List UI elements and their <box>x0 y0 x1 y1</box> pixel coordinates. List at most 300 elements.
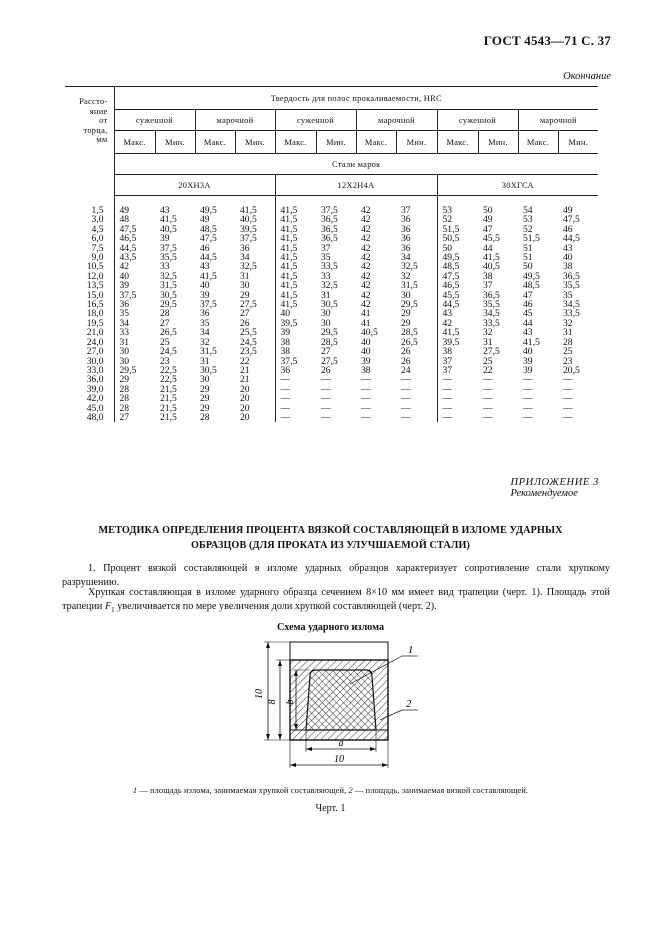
hardness-cell: — <box>563 402 573 414</box>
table-row <box>65 262 598 271</box>
hardness-cell: 37 <box>396 196 437 216</box>
hardness-cell: 26 <box>235 319 275 328</box>
hardness-cell: 43 <box>563 242 573 254</box>
hardness-cell: 28 <box>119 393 130 405</box>
hardness-cell: 42 <box>119 261 130 273</box>
hardness-cell: 35,5 <box>563 280 580 292</box>
hardness-cell: 40,5 <box>361 327 378 339</box>
subheader: Макс. <box>195 131 235 154</box>
hardness-cell: 34,5 <box>563 299 580 311</box>
subheader: Мин. <box>396 131 437 154</box>
hardness-cell: 49 <box>483 214 493 226</box>
hardness-cell: 38 <box>563 261 573 273</box>
hardness-cell: — <box>280 374 291 386</box>
hardness-cell: 40 <box>119 270 130 282</box>
distance-cell: 27,0 <box>65 347 114 356</box>
specimen-notch <box>290 642 388 660</box>
hardness-cell: 40 <box>563 252 573 264</box>
hardness-cell: 33,5 <box>321 261 338 273</box>
hardness-cell: 41,5 <box>280 223 298 235</box>
hardness-cell: 24 <box>396 366 437 375</box>
hardness-cell: 36,5 <box>563 270 580 282</box>
hardness-cell: — <box>280 411 291 423</box>
hardness-cell: 28 <box>119 383 130 395</box>
hardness-cell: 48 <box>119 214 130 226</box>
distance-cell: 1,5 <box>65 196 114 216</box>
hardness-cell: 22,5 <box>160 364 177 376</box>
hardness-cell: 42 <box>361 242 371 254</box>
distance-cell: 4,5 <box>65 225 114 234</box>
hardness-cell: 31 <box>321 289 331 301</box>
hardness-cell: 35,5 <box>483 299 500 311</box>
hardness-cell: 30 <box>396 291 437 300</box>
hardness-cell: 40 <box>361 346 371 358</box>
table-row <box>65 413 598 422</box>
callout-2: 2 <box>406 699 412 710</box>
hardness-cell: — <box>361 402 371 414</box>
hardness-cell: 27,5 <box>483 346 500 358</box>
hardness-cell: 42 <box>442 317 453 329</box>
distance-cell: 48,0 <box>65 413 114 422</box>
subheader: Макс. <box>518 131 558 154</box>
hardness-cell: 40 <box>523 346 533 358</box>
hardness-cell: 43 <box>523 327 533 339</box>
dim-label-a: a <box>338 738 344 749</box>
hardness-cell: 29,5 <box>321 327 338 339</box>
dim-label-8: 8 <box>267 699 278 705</box>
hardness-cell: — <box>396 404 437 413</box>
subheader: Макс. <box>437 131 478 154</box>
hardness-cell: 41,5 <box>483 252 500 264</box>
hardness-cell: 36 <box>119 299 130 311</box>
hardness-cell: 39 <box>361 355 371 367</box>
hardness-cell: 29 <box>200 402 210 414</box>
hardness-cell: 25 <box>563 346 573 358</box>
page-header: ГОСТ 4543—71 С. 37 <box>483 33 611 48</box>
table-row <box>65 300 598 309</box>
hardness-cell: 30 <box>119 346 130 358</box>
hardness-cell: 37,5 <box>235 234 275 243</box>
hardness-cell: 34 <box>200 327 210 339</box>
table-row <box>65 234 598 243</box>
band-header: марочной <box>518 110 598 131</box>
distance-cell: 42,0 <box>65 394 114 403</box>
band-header: суженной <box>437 110 518 131</box>
hardness-cell: 30 <box>200 374 210 386</box>
hardness-cell: 29,5 <box>160 299 177 311</box>
hardness-cell: 29 <box>200 393 210 405</box>
hardness-cell: 32 <box>396 272 437 281</box>
hardness-cell: 47,5 <box>442 270 460 282</box>
steel-title: Стали марок <box>114 154 598 175</box>
hardness-cell: 46 <box>563 223 573 235</box>
hardness-cell: — <box>361 393 371 405</box>
hardness-cell: — <box>483 393 493 405</box>
subheader: Мин. <box>316 131 356 154</box>
hardness-cell: 24,5 <box>160 346 177 358</box>
hardness-cell: 30 <box>235 281 275 290</box>
hardness-cell: 28,5 <box>321 336 338 348</box>
hardness-cell: 36 <box>396 215 437 224</box>
hardness-cell: 21,5 <box>160 402 177 414</box>
hardness-cell: 46 <box>523 299 533 311</box>
hardness-cell: 22 <box>483 364 493 376</box>
hardness-cell: 42 <box>361 205 371 216</box>
dim-label-10: 10 <box>254 689 265 699</box>
band-header: марочной <box>195 110 275 131</box>
distance-cell: 6,0 <box>65 234 114 243</box>
hardness-cell: 46 <box>200 242 210 254</box>
hardness-cell: 36,5 <box>321 214 338 226</box>
hardness-cell: — <box>396 394 437 403</box>
distance-cell: 21,0 <box>65 328 114 337</box>
hardness-cell: 31,5 <box>200 346 217 358</box>
hardness-cell: 31,5 <box>160 280 177 292</box>
row-label-header: Рассто- яние от торца, мм <box>65 87 114 196</box>
hardness-cell: 41,5 <box>200 270 217 282</box>
hardness-cell: — <box>321 383 331 395</box>
hardness-cell: 34 <box>119 317 130 329</box>
hardness-cell: 38 <box>280 346 291 358</box>
hardness-cell: 38 <box>483 270 493 282</box>
hardness-cell: — <box>321 411 331 423</box>
hardness-cell: 26,5 <box>160 327 177 339</box>
hardness-cell: 28 <box>119 402 130 414</box>
hardness-cell: 23 <box>563 355 573 367</box>
hardness-cell: 50 <box>523 261 533 273</box>
hardness-cell: 30 <box>119 355 130 367</box>
hardness-cell: 32,5 <box>160 270 177 282</box>
hardness-cell: 34 <box>396 253 437 262</box>
distance-cell: 16,5 <box>65 300 114 309</box>
distance-cell: 18,0 <box>65 309 114 318</box>
hardness-cell: 41,5 <box>160 214 177 226</box>
hardness-cell: 36,5 <box>321 223 338 235</box>
hardness-cell: 27 <box>321 346 331 358</box>
appendix-number: ПРИЛОЖЕНИЕ 3 <box>510 477 599 488</box>
distance-cell: 10,5 <box>65 262 114 271</box>
hardness-cell: — <box>442 374 453 386</box>
hardness-cell: 36,5 <box>483 289 500 301</box>
hardness-cell: 20 <box>235 404 275 413</box>
hardness-cell: 35 <box>321 252 331 264</box>
hardness-cell: 38 <box>442 346 453 358</box>
hardness-cell: 36 <box>235 244 275 253</box>
hardness-cell: 39 <box>280 327 291 339</box>
hardness-cell: 41,5 <box>235 196 275 216</box>
hardness-cell: 47,5 <box>200 233 217 245</box>
hardness-cell: 39 <box>523 355 533 367</box>
hardness-cell: 49 <box>119 205 130 216</box>
hardness-cell: — <box>483 402 493 414</box>
hardness-cell: 30,5 <box>160 289 177 301</box>
figure-title: Схема ударного излома <box>276 622 385 633</box>
hardness-cell: 44 <box>523 317 533 329</box>
hardness-cell: 41,5 <box>280 299 298 311</box>
hardness-cell: 44,5 <box>563 233 580 245</box>
dim-label-width: 10 <box>334 754 344 765</box>
distance-cell: 15,0 <box>65 291 114 300</box>
hardness-cell: — <box>442 411 453 423</box>
callout-1: 1 <box>408 645 414 656</box>
hardness-cell: 43,5 <box>119 252 137 264</box>
hardness-cell: 37 <box>321 242 331 254</box>
hardness-cell: 28,5 <box>396 328 437 337</box>
hardness-cell: 42 <box>361 299 371 311</box>
hardness-cell: 44 <box>483 242 493 254</box>
hardness-cell: 39,5 <box>280 317 298 329</box>
hardness-cell: 21,5 <box>160 411 177 423</box>
hardness-cell: 50 <box>442 242 453 254</box>
hardness-cell: 21 <box>235 375 275 384</box>
hardness-cell: — <box>483 383 493 395</box>
hardness-cell: 22 <box>235 357 275 366</box>
hardness-cell: 39 <box>119 280 130 292</box>
hardness-cell: 42 <box>361 280 371 292</box>
hardness-cell: 40 <box>361 336 371 348</box>
hardness-cell: 41,5 <box>280 280 298 292</box>
hardness-cell: — <box>563 383 573 395</box>
hardness-cell: 33,5 <box>483 317 500 329</box>
hardness-cell: 26,5 <box>396 338 437 347</box>
hardness-cell: 48,5 <box>523 280 540 292</box>
hardness-cell: 35 <box>200 317 210 329</box>
table-row <box>65 366 598 375</box>
hardness-cell: 33,5 <box>563 308 580 320</box>
hardness-cell: 30 <box>321 308 331 320</box>
hardness-cell: — <box>361 374 371 386</box>
hardness-cell: 44,5 <box>200 252 217 264</box>
hardness-cell: 26 <box>396 357 437 366</box>
hardness-cell: 37 <box>442 364 453 376</box>
hardness-cell: 46,5 <box>442 280 460 292</box>
hardness-cell: 49,5 <box>442 252 460 264</box>
hardness-cell: 25,5 <box>235 328 275 337</box>
hardness-cell: — <box>523 393 533 405</box>
hardness-cell: 39 <box>523 364 533 376</box>
hardness-cell: 22,5 <box>160 374 177 386</box>
hardness-cell: 28 <box>200 411 210 423</box>
hardness-cell: 39,5 <box>235 225 275 234</box>
hardness-title: Твердость для полос прокаливаемости, HRC <box>114 87 598 110</box>
hardness-cell: — <box>280 393 291 405</box>
hardness-cell: 32 <box>200 336 210 348</box>
hardness-cell: 31 <box>119 336 130 348</box>
hardness-cell: 38 <box>361 364 371 376</box>
hardness-cell: — <box>483 411 493 423</box>
hardness-cell: 50 <box>483 205 493 216</box>
distance-cell: 9,0 <box>65 253 114 262</box>
hardness-cell: 30 <box>321 317 331 329</box>
hardness-cell: 40,5 <box>235 215 275 224</box>
hardness-cell: 33 <box>321 270 331 282</box>
hardness-cell: 40 <box>200 280 210 292</box>
hardness-cell: 42 <box>361 289 371 301</box>
hardness-cell: 40,5 <box>160 223 177 235</box>
hardness-cell: 31 <box>235 272 275 281</box>
hardness-cell: 41,5 <box>280 205 298 216</box>
hardness-cell: 41,5 <box>280 289 298 301</box>
hardness-cell: 46,5 <box>119 233 137 245</box>
hardness-cell: 53 <box>523 214 533 226</box>
table-row <box>65 394 598 403</box>
hardness-cell: 31 <box>483 336 493 348</box>
hardness-cell: 47 <box>523 289 533 301</box>
hardness-cell: 39 <box>200 289 210 301</box>
hardness-cell: 44,5 <box>442 299 460 311</box>
hardness-cell: — <box>523 402 533 414</box>
hardness-cell: 43 <box>442 308 453 320</box>
hardness-cell: 32,5 <box>321 280 338 292</box>
hardness-cell: 45,5 <box>483 233 500 245</box>
hardness-cell: 42 <box>361 270 371 282</box>
hardness-cell: — <box>523 383 533 395</box>
hardness-cell: 41,5 <box>280 233 298 245</box>
hardness-cell: — <box>442 383 453 395</box>
hardness-cell: 21 <box>235 366 275 375</box>
hardness-cell: — <box>396 375 437 384</box>
hardness-cell: 30,5 <box>200 364 217 376</box>
subheader: Мин. <box>155 131 195 154</box>
hardness-cell: — <box>321 374 331 386</box>
hardness-cell: 34,5 <box>483 308 500 320</box>
hardness-cell: 53 <box>442 205 453 216</box>
hardness-cell: 49,5 <box>523 270 540 282</box>
table-row <box>65 385 598 394</box>
hardness-cell: 45,5 <box>442 289 460 301</box>
distance-cell: 24,0 <box>65 338 114 347</box>
hardness-cell: 41,5 <box>280 252 298 264</box>
hardness-cell: 37,5 <box>321 205 338 216</box>
hardness-cell: 33 <box>119 327 130 339</box>
table-row <box>65 357 598 366</box>
subheader: Макс. <box>275 131 316 154</box>
distance-cell: 3,0 <box>65 215 114 224</box>
grade-header: 20ХН3А <box>114 175 275 196</box>
table-row <box>65 244 598 253</box>
hardness-cell: 41,5 <box>280 242 298 254</box>
hardness-cell: 20 <box>235 394 275 403</box>
hardness-cell: 47,5 <box>119 223 137 235</box>
hardness-cell: 42 <box>361 252 371 264</box>
table-row <box>65 196 598 216</box>
appendix-label <box>510 477 599 499</box>
hardness-cell: 51 <box>523 252 533 264</box>
hardness-cell: — <box>361 383 371 395</box>
hardness-cell: 41,5 <box>280 261 298 273</box>
paragraph-1: 1. Процент вязкой составляющей в изломе ударных образцов характеризует сопротивление стали хрупкому разрушению. <box>62 563 610 588</box>
hardness-cell: 37 <box>483 280 493 292</box>
hardness-cell: 29 <box>200 383 210 395</box>
hardness-cell: 36 <box>200 308 210 320</box>
hardness-cell: 54 <box>523 205 533 216</box>
hardness-cell: 29,5 <box>396 300 437 309</box>
hardness-cell: 31,5 <box>396 281 437 290</box>
distance-cell: 7,5 <box>65 244 114 253</box>
hardness-cell: 37,5 <box>200 299 217 311</box>
hardness-cell: — <box>563 411 573 423</box>
hardness-cell: 42 <box>361 233 371 245</box>
hardness-cell: 31 <box>563 327 573 339</box>
hardness-cell: 41 <box>361 308 371 320</box>
hardness-cell: 41,5 <box>280 214 298 226</box>
hardness-cell: 29 <box>396 309 437 318</box>
hardness-cell: 20 <box>235 385 275 394</box>
hardness-table <box>65 86 598 422</box>
hardness-cell: 36 <box>396 234 437 243</box>
table-row <box>65 338 598 347</box>
hardness-cell: 52 <box>523 223 533 235</box>
hardness-cell: 49 <box>563 205 573 216</box>
hardness-cell: 28 <box>563 336 573 348</box>
hardness-cell: 23,5 <box>235 347 275 356</box>
hardness-cell: 49 <box>200 214 210 226</box>
hardness-cell: — <box>442 393 453 405</box>
table-row <box>65 404 598 413</box>
hardness-cell: 36 <box>280 364 291 376</box>
hardness-cell: 42 <box>361 261 371 273</box>
distance-cell: 39,0 <box>65 385 114 394</box>
subheader: Мин. <box>558 131 598 154</box>
paragraph-2: Хрупкая составляющая в изломе ударного образца сечением 8×10 мм имеет вид трапеции (черт. 1). Площадь этой трапеции $F_1$ увеличивается по мере увеличения доли хрупкой составляющей (черт. 2). <box>62 587 610 615</box>
dim-label-b: b <box>285 699 296 705</box>
hardness-cell: 26 <box>396 347 437 356</box>
hardness-cell: 51,5 <box>442 223 460 235</box>
subheader: Макс. <box>114 131 155 154</box>
hardness-cell: 28 <box>160 308 170 320</box>
hardness-cell: 41,5 <box>442 327 460 339</box>
hardness-cell: 40 <box>280 308 291 320</box>
hardness-cell: 29 <box>235 291 275 300</box>
hardness-cell: 29,5 <box>119 364 137 376</box>
continuation-label: Окончание <box>563 71 611 82</box>
hardness-cell: 21,5 <box>160 383 177 395</box>
hardness-cell: 52 <box>442 214 453 226</box>
hardness-cell: 50,5 <box>442 233 460 245</box>
hardness-cell: 31 <box>200 355 210 367</box>
grade-header: 30ХГСА <box>437 175 598 196</box>
hardness-cell: 49,5 <box>200 205 217 216</box>
distance-cell: 12,0 <box>65 272 114 281</box>
hardness-cell: — <box>563 374 573 386</box>
hardness-cell: 42 <box>361 223 371 235</box>
hardness-cell: — <box>280 402 291 414</box>
hardness-cell: 26 <box>321 364 331 376</box>
subheader: Мин. <box>235 131 275 154</box>
hardness-cell: 41 <box>361 317 371 329</box>
hardness-cell: 24,5 <box>235 338 275 347</box>
hardness-cell: 44,5 <box>119 242 137 254</box>
hardness-cell: 32,5 <box>396 262 437 271</box>
hardness-cell: 38 <box>280 336 291 348</box>
hardness-cell: 36,5 <box>321 233 338 245</box>
hardness-cell: — <box>396 413 437 422</box>
distance-cell: 13,5 <box>65 281 114 290</box>
hardness-cell: 41,5 <box>523 336 540 348</box>
grade-header: 12Х2Н4А <box>275 175 437 196</box>
hardness-cell: 32 <box>483 327 493 339</box>
distance-cell: 36,0 <box>65 375 114 384</box>
hardness-cell: 35 <box>119 308 130 320</box>
hardness-cell: 48,5 <box>442 261 460 273</box>
figure-caption: 1 — площадь излома, занимаемая хрупкой составляющей, 2 — площадь, занимаемая вязкой составляющей. <box>132 786 529 795</box>
hardness-cell: 32,5 <box>235 262 275 271</box>
hardness-cell: 27 <box>160 317 170 329</box>
hardness-cell: — <box>563 393 573 405</box>
table-row <box>65 375 598 384</box>
hardness-cell: 48,5 <box>200 223 217 235</box>
fracture-diagram <box>230 632 430 782</box>
